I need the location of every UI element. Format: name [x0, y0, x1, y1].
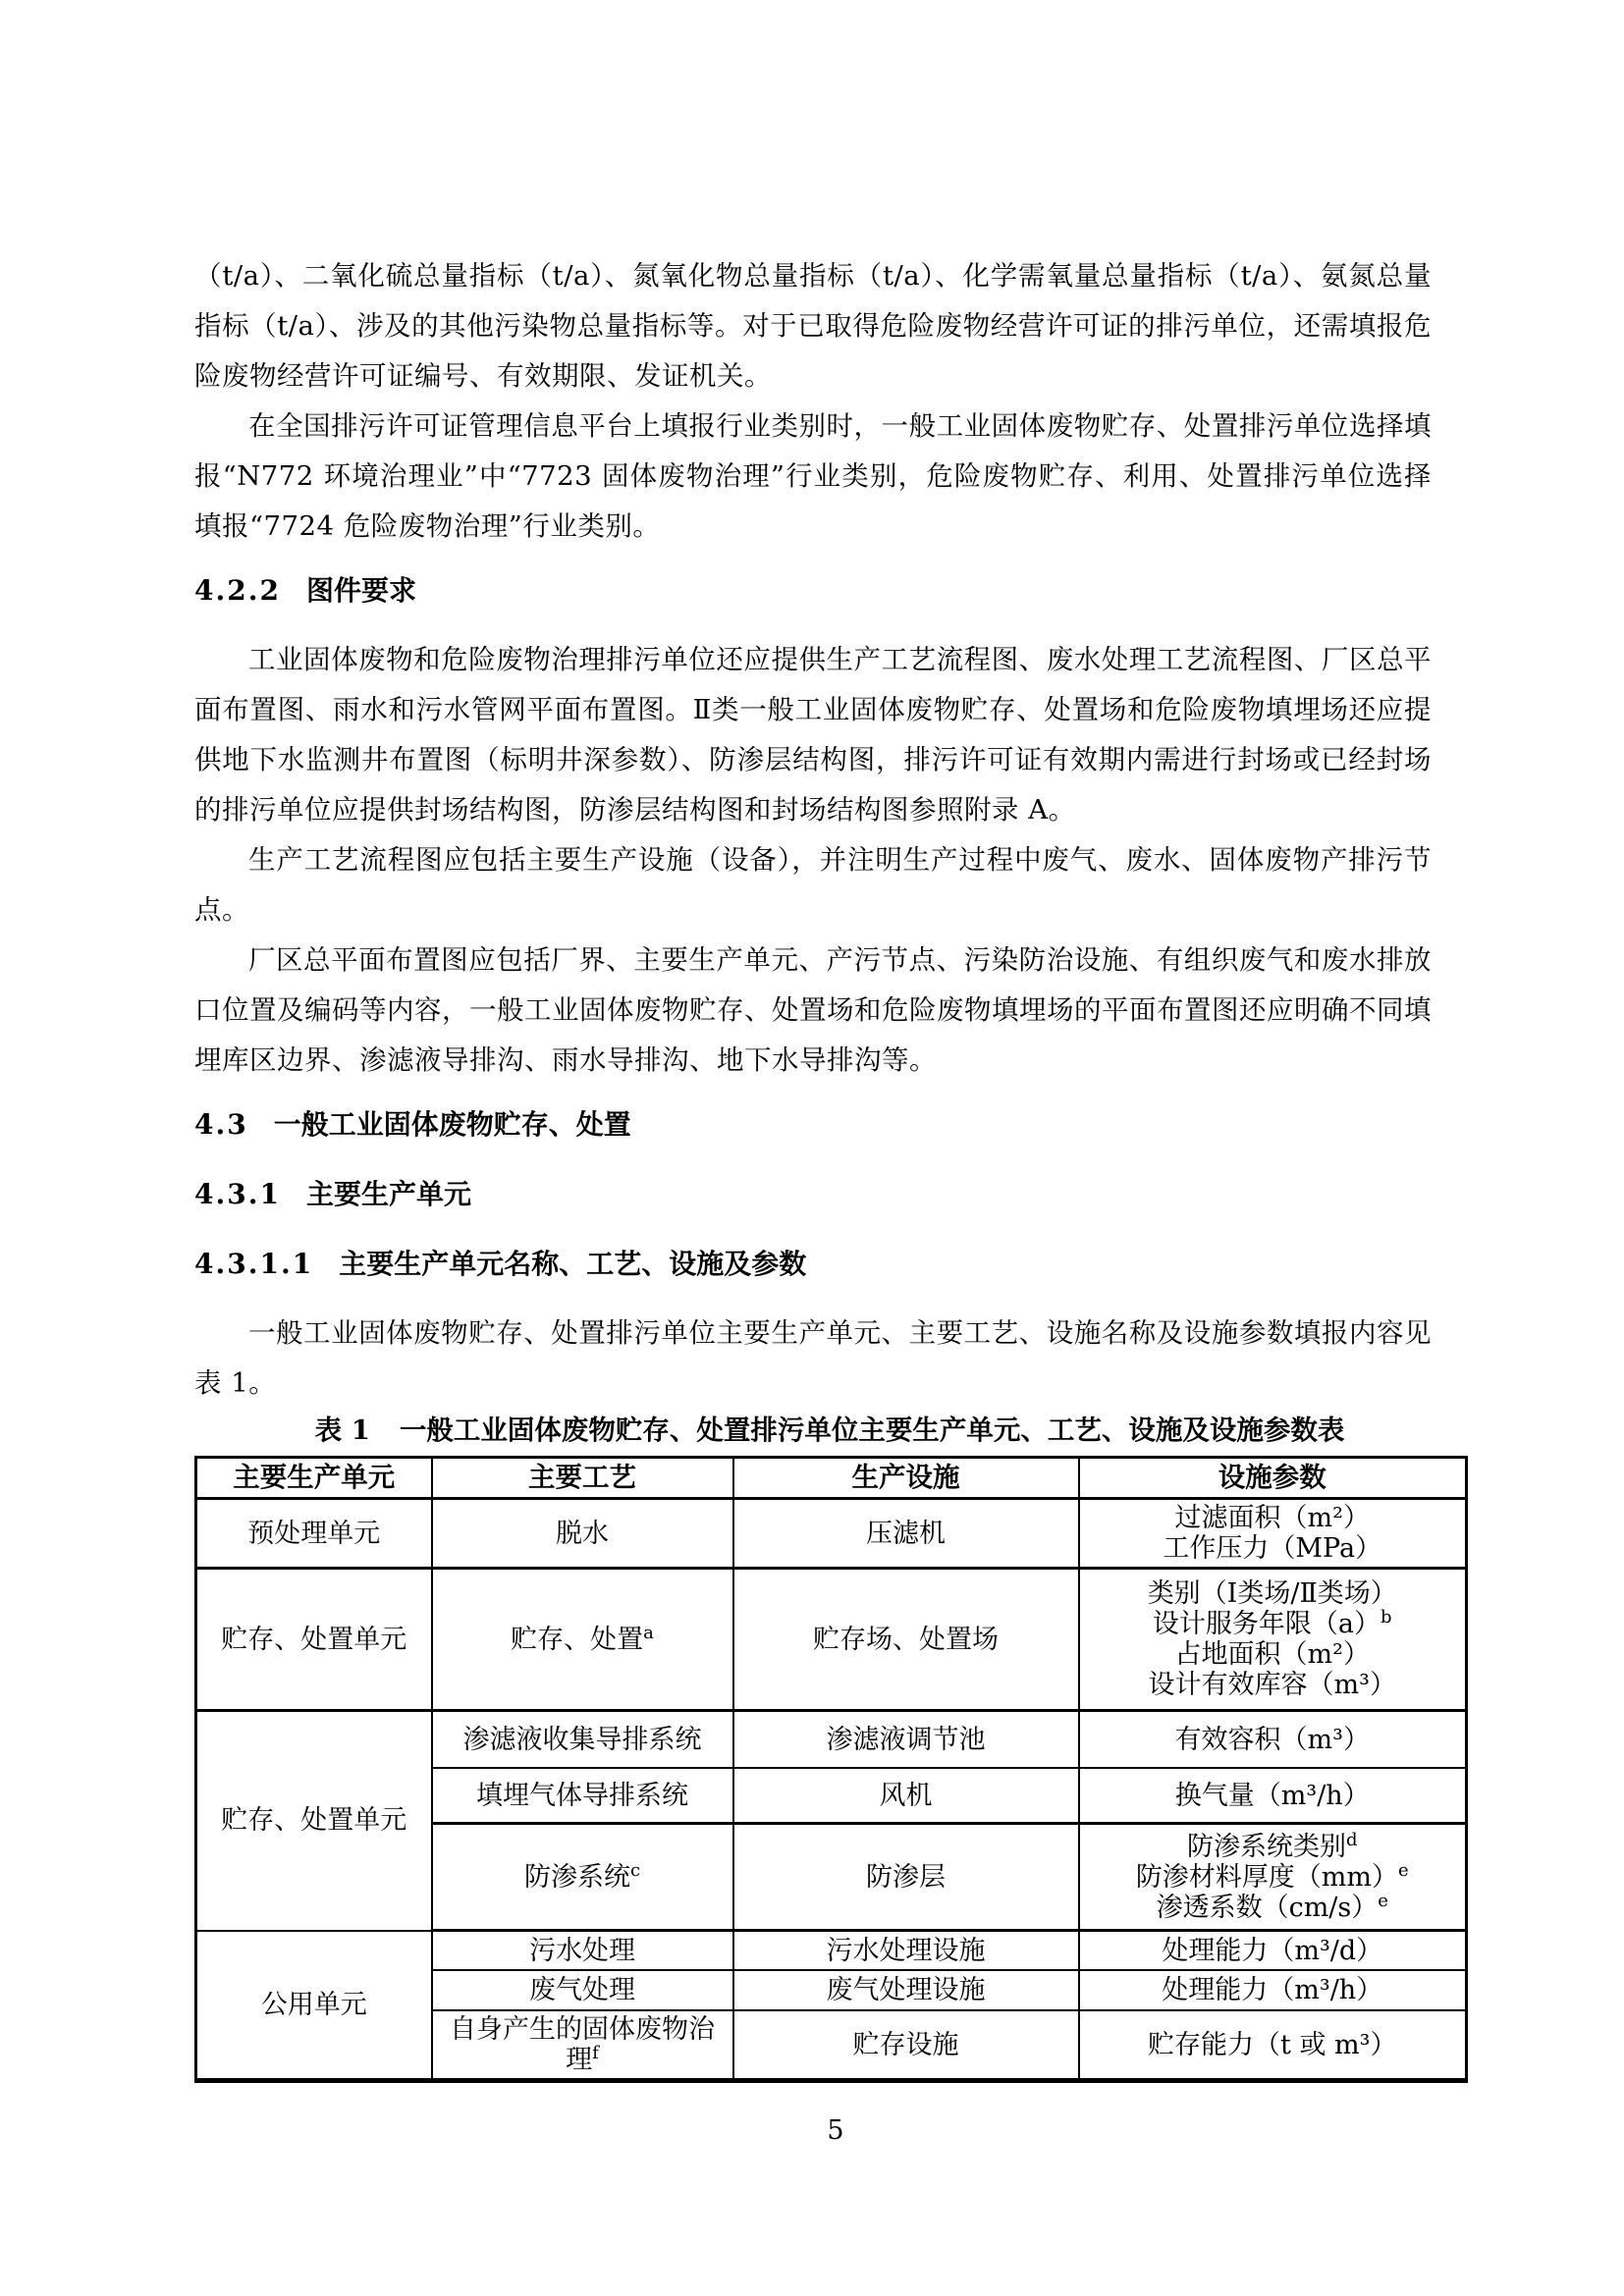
param-line: 处理能力（m³/d）	[1162, 1935, 1383, 1966]
heading-4-3	[194, 1099, 1465, 1149]
table-1	[194, 1456, 1468, 2083]
param-line: 设计有效库容（m³）	[1148, 1670, 1396, 1700]
cell-params	[1079, 1931, 1467, 1971]
table-caption	[194, 1409, 1465, 1452]
cell-facility: 废气处理设施	[733, 1970, 1079, 2010]
cell-params	[1079, 1824, 1467, 1931]
cell-process: 渗滤液收集导排系统	[432, 1711, 733, 1769]
heading-text: 图件要求	[305, 574, 416, 607]
table-row	[196, 1711, 1467, 1769]
footnote-marker: a	[643, 1622, 654, 1643]
heading-number: 4.3.1	[194, 1178, 281, 1210]
cell-process: 填埋气体导排系统	[432, 1768, 733, 1824]
cell-process: 废气处理	[432, 1970, 733, 2010]
param-line: 类别（Ⅰ类场/Ⅱ类场）	[1147, 1578, 1397, 1609]
heading-4-2-2	[194, 565, 1465, 615]
param-line: 有效容积（m³）	[1174, 1724, 1370, 1755]
footnote-marker: f	[592, 2043, 599, 2063]
cell-unit: 贮存、处置单元	[196, 1569, 432, 1711]
footnote-marker: e	[1398, 1859, 1409, 1881]
param-line: 防渗材料厚度（mm）$^e$	[1135, 1859, 1409, 1893]
param-line: 换气量（m³/h）	[1174, 1780, 1370, 1811]
table-caption-number: 表 1	[314, 1415, 370, 1446]
page-number: 5	[827, 2115, 844, 2146]
paragraph-see-table-1: 一般工业固体废物贮存、处置排污单位主要生产单元、主要工艺、设施名称及设施参数填报内容见表 1。	[194, 1317, 1432, 1399]
table-header-row	[196, 1458, 1467, 1499]
heading-4-3-1	[194, 1169, 1465, 1219]
cell-process: 污水处理	[432, 1931, 733, 1971]
cell-facility: 防渗层	[733, 1824, 1079, 1931]
table-row	[196, 1499, 1467, 1569]
param-line: 设计服务年限$(a)^b$	[1152, 1607, 1392, 1639]
cell-facility: 贮存设施	[733, 2010, 1079, 2081]
paragraph-drawing-requirements: 工业固体废物和危险废物治理排污单位还应提供生产工艺流程图、废水处理工艺流程图、厂区总平面布置图、雨水和污水管网平面布置图。Ⅱ类一般工业固体废物贮存、处置场和危险废物填埋场还应提供地下水监测井布置图（标明井深参数）、防渗层结构图，排污许可证有效期内需进行封场或已经封场的排污单位应提供封场结构图，防渗层结构图和封场结构图参照附录 A。	[194, 644, 1432, 826]
heading-number: 4.3	[194, 1108, 248, 1141]
param-line: 防渗系统类别$^d$	[1186, 1829, 1358, 1862]
heading-text: 主要生产单元名称、工艺、设施及参数	[339, 1248, 807, 1280]
cell-unit: 预处理单元	[196, 1499, 432, 1569]
param-line: 占地面积（m²）	[1174, 1639, 1370, 1670]
table-row	[196, 1931, 1467, 1971]
footnote-marker: b	[1380, 1607, 1392, 1628]
heading-4-3-1-1	[194, 1239, 1465, 1289]
cell-params	[1079, 1499, 1467, 1569]
paragraph-total-indicators: （t/a）、二氧化硫总量指标（t/a）、氮氧化物总量指标（t/a）、化学需氧量总量指标（t/a）、氨氮总量指标（t/a）、涉及的其他污染物总量指标等。对于已取得危险废物经营许可证的排污单位，还需填报危险废物经营许可证编号、有效期限、发证机关。	[194, 260, 1432, 392]
col-header-main-process: 主要工艺	[432, 1458, 733, 1499]
paragraph-industry-category: 在全国排污许可证管理信息平台上填报行业类别时，一般工业固体废物贮存、处置排污单位选择填报“N772 环境治理业”中“7723 固体废物治理”行业类别，危险废物贮存、利用、处置排污单位选择填报“7724 危险废物治理”行业类别。	[194, 410, 1432, 542]
param-line: 渗透系数$(cm/s)^e$	[1156, 1890, 1388, 1923]
cell-process: 脱水	[432, 1499, 733, 1569]
heading-text: 一般工业固体废物贮存、处置	[273, 1108, 631, 1141]
cell-facility: 污水处理设施	[733, 1931, 1079, 1971]
param-line: 工作压力（MPa）	[1163, 1533, 1382, 1564]
param-line: 贮存能力（t 或 m³）	[1148, 2029, 1397, 2060]
heading-number: 4.3.1.1	[194, 1248, 314, 1280]
cell-params	[1079, 2010, 1467, 2081]
table-caption-text: 一般工业固体废物贮存、处置排污单位主要生产单元、工艺、设施及设施参数表	[399, 1415, 1345, 1446]
cell-unit-storage-disposal: 贮存、处置单元	[196, 1711, 432, 1931]
col-header-main-unit: 主要生产单元	[196, 1458, 432, 1499]
cell-facility: 贮存场、处置场	[733, 1569, 1079, 1711]
footnote-marker: d	[1345, 1829, 1358, 1850]
heading-number: 4.2.2	[194, 574, 281, 607]
param-line: 过滤面积（m²）	[1174, 1503, 1370, 1533]
cell-process: 防渗系统$^c$	[432, 1824, 733, 1931]
paragraph-plant-layout: 厂区总平面布置图应包括厂界、主要生产单元、产污节点、污染防治设施、有组织废气和废水排放口位置及编码等内容，一般工业固体废物贮存、处置场和危险废物填埋场的平面布置图还应明确不同填埋库区边界、渗滤液导排沟、雨水导排沟、地下水导排沟等。	[194, 944, 1432, 1076]
cell-process: 自身产生的固体废物治理$^f$	[432, 2010, 733, 2081]
paragraph-process-flow-diagram: 生产工艺流程图应包括主要生产设施（设备），并注明生产过程中废气、废水、固体废物产排污节点。	[194, 844, 1432, 926]
heading-text: 主要生产单元	[305, 1178, 471, 1210]
cell-facility: 风机	[733, 1768, 1079, 1824]
cell-unit-utility: 公用单元	[196, 1931, 432, 2081]
col-header-facility-params: 设施参数	[1079, 1458, 1467, 1499]
footnote-marker: e	[1378, 1890, 1388, 1911]
cell-params	[1079, 1711, 1467, 1769]
cell-process: 贮存、处置$^a$	[432, 1569, 733, 1711]
cell-params	[1079, 1569, 1467, 1711]
col-header-production-facility: 生产设施	[733, 1458, 1079, 1499]
cell-facility: 压滤机	[733, 1499, 1079, 1569]
param-line: 处理能力（m³/h）	[1162, 1975, 1383, 2005]
cell-params	[1079, 1768, 1467, 1824]
page-content	[194, 251, 1465, 2083]
table-row	[196, 1569, 1467, 1711]
footnote-marker: c	[629, 1859, 641, 1881]
cell-params	[1079, 1970, 1467, 2010]
cell-facility: 渗滤液调节池	[733, 1711, 1079, 1769]
